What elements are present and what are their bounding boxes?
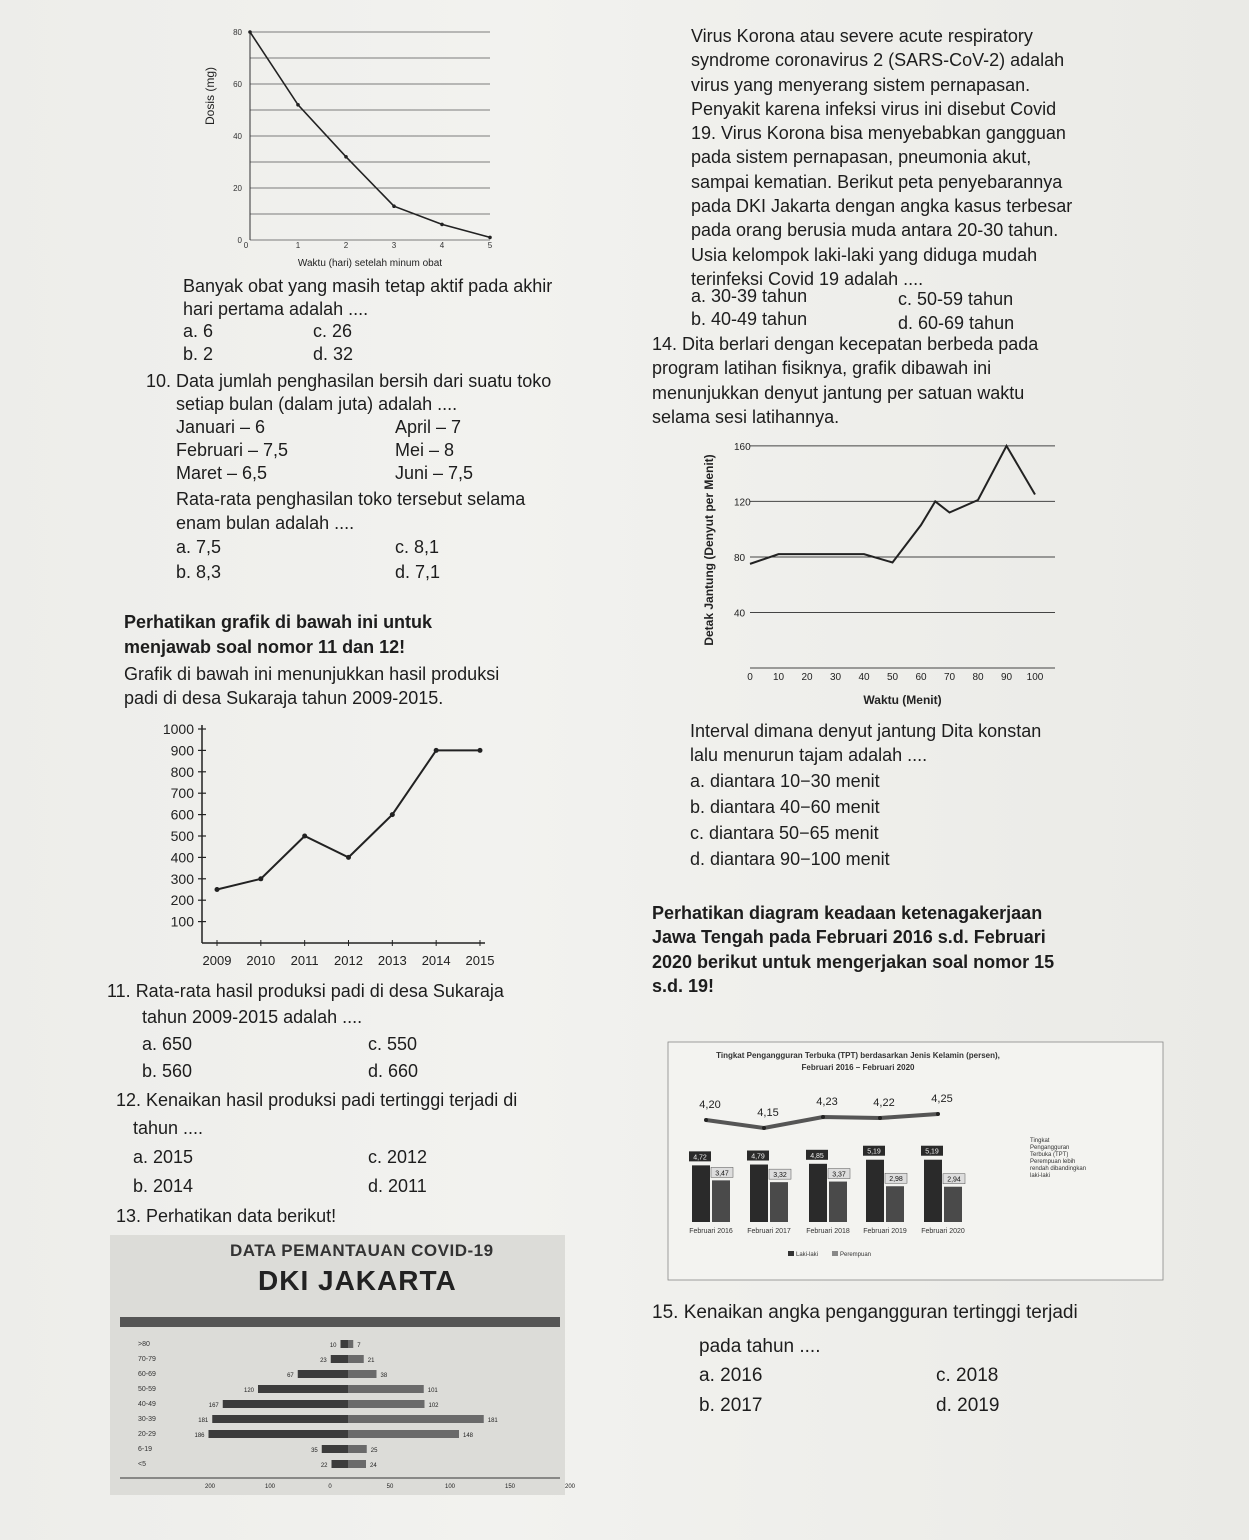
c1-xtick: 3 [391,241,397,250]
q12-text-2: tahun .... [133,1118,204,1138]
c5-axis-tick: 0 [328,1484,332,1490]
q11-text-2: tahun 2009-2015 adalah .... [142,1007,363,1027]
c3-ytick: 40 [734,608,746,620]
c4-bar-female [886,1186,904,1222]
c5-age-label: >80 [138,1341,150,1348]
q13-option-c[interactable]: c. 50-59 tahun [898,289,1014,309]
c4-tpt-label: 4,23 [816,1096,838,1108]
q14-text-line-1: 14. Dita berlari dengan kecepatan berbeda pada [652,334,1039,354]
c4-tpt-point [878,1116,882,1120]
c1-xtick: 2 [343,241,349,250]
c2-point [434,748,439,753]
c3-ytick: 80 [734,552,746,564]
c4-label-male: 5,19 [925,1148,939,1156]
c3-xtick: 70 [943,672,956,683]
c5-value-male: 35 [311,1448,318,1454]
c5-bar-male [209,1430,349,1438]
c4-legend-swatch-female [832,1251,838,1256]
heart-rate-chart [700,418,1065,710]
intro11-line-4: padi di desa Sukaraja tahun 2009-2015. [124,688,444,708]
c2-point [390,812,395,817]
c4-tpt-point [936,1112,940,1116]
c4-bar-male [692,1165,710,1222]
intro11-line-3: Grafik di bawah ini menunjukkan hasil produksi [124,664,500,684]
c2-production-line [217,750,480,889]
c5-age-label: 70-79 [138,1356,156,1363]
q14-question-line-1: Interval dimana denyut jantung Dita konstan [690,721,1042,741]
covid-paragraph-line-3: virus yang menyerang sistem pernapasan. [691,74,1031,95]
c4-category: Februari 2020 [921,1228,965,1235]
covid-paragraph-line-8: pada DKI Jakarta dengan angka kasus terbesar [691,196,1073,217]
c5-bar-female [348,1445,367,1453]
c3-heart-rate-line [750,446,1035,564]
c5-axis-tick: 150 [504,1484,516,1490]
c4-category: Februari 2019 [863,1228,907,1235]
c2-ytick: 800 [170,763,194,780]
c2-xtick: 2015 [465,953,495,968]
c5-value-male: 23 [320,1358,327,1364]
c5-value-female: 102 [428,1403,439,1409]
c2-xtick: 2013 [377,953,407,968]
c5-value-female: 25 [370,1448,378,1454]
q13-text: 13. Perhatikan data berikut! [116,1206,337,1226]
c1-point [392,204,396,208]
q11-option-a[interactable]: a. 650 [142,1034,193,1054]
c1-ytick: 80 [233,28,242,37]
c5-value-male: 10 [329,1343,337,1349]
c4-tpt-label: 4,15 [757,1107,779,1119]
c3-xtick: 100 [1026,672,1044,683]
c1-point [488,236,492,240]
q10-feb: Februari – 7,5 [176,440,289,460]
q14-question-line-2: lalu menurun tajam adalah .... [690,745,928,766]
c1-point [248,30,252,34]
rice-production-chart [140,718,500,973]
poster-city: DKI JAKARTA [258,1265,457,1296]
q14-text-line-3: menunjukkan denyut jantung per satuan waktu [652,382,1025,403]
c4-label-female: 2,98 [889,1176,903,1184]
c4-tpt-label: 4,20 [699,1099,721,1111]
c5-bar-female [348,1385,424,1393]
c2-xtick: 2009 [202,953,232,968]
q15-text-2: pada tahun .... [699,1336,821,1357]
q10-mei: Mei – 8 [395,440,455,460]
c3-xtick: 90 [1000,672,1013,683]
c4-bar-male [809,1164,827,1222]
c5-bar-male [341,1340,349,1348]
q15-intro-line-3: 2020 berikut untuk mengerjakan soal nomor 15 [652,951,1055,972]
c5-value-female: 24 [370,1463,377,1469]
q10-option-c[interactable]: c. 8,1 [395,537,440,557]
c2-xtick: 2012 [334,953,363,968]
c5-value-female: 101 [427,1388,438,1394]
covid-paragraph-line-6: pada sistem pernapasan, pneumonia akut, [691,147,1032,168]
q15-text-1: 15. Kenaikan angka pengangguran tertinggi terjadi [652,1302,1078,1323]
c2-point [346,855,351,860]
c4-legend-swatch-male [788,1251,794,1256]
c4-tpt-point [762,1126,766,1130]
covid-paragraph-line-5: 19. Virus Korona bisa menyebabkan gangguan [691,123,1066,144]
c2-ytick: 300 [170,870,194,887]
q10-question-1: Rata-rata penghasilan toko tersebut selama [176,489,526,509]
q9-text-2: hari pertama adalah .... [183,299,369,319]
c1-ytick: 40 [233,132,242,141]
c4-bar-female [944,1187,962,1222]
dose-line-chart [190,22,500,272]
c2-ytick: 500 [170,828,194,844]
c5-bar-male [223,1400,348,1408]
c5-value-female: 21 [367,1358,375,1364]
q12-option-d[interactable]: d. 2011 [368,1176,427,1196]
c5-bar-male [332,1460,349,1468]
q10-question-2: enam bulan adalah .... [176,513,355,533]
c5-bar-female [348,1415,484,1423]
c3-xtick: 30 [829,672,842,683]
c2-ytick: 600 [170,806,194,823]
c4-bar-female [829,1182,847,1222]
c5-age-label: 6-19 [138,1446,153,1453]
c5-age-label: 40-49 [138,1401,156,1408]
c5-bar-male [298,1370,348,1378]
c4-legend-male: Laki-laki [796,1252,819,1258]
q9-option-c[interactable]: c. 26 [313,321,353,341]
c4-tpt-point [704,1118,708,1122]
c3-xtick: 40 [858,672,870,683]
c5-value-female: 148 [463,1433,474,1439]
c1-xlabel: Waktu (hari) setelah minum obat [297,258,443,269]
q13-option-a[interactable]: a. 30-39 tahun [691,286,808,306]
c3-xlabel: Waktu (Menit) [863,693,942,707]
q15-option-b[interactable]: b. 2017 [699,1395,763,1416]
q12-text-1: 12. Kenaikan hasil produksi padi tertinggi terjadi di [116,1090,518,1110]
c5-bar-male [322,1445,348,1453]
c2-ytick: 900 [170,742,194,759]
c4-label-female: 3,37 [832,1171,846,1179]
q15-intro-line-1: Perhatikan diagram keadaan ketenagakerjaan [652,903,1043,923]
q15-intro-line-4: s.d. 19! [652,975,715,996]
covid-paragraph-line-11: terinfeksi Covid 19 adalah .... [691,268,924,289]
q11-text-1: 11. Rata-rata hasil produksi padi di desa Sukaraja [107,981,504,1001]
q10-text-2: setiap bulan (dalam juta) adalah .... [176,394,458,414]
q10-jun: Juni – 7,5 [395,463,474,483]
q13-option-b[interactable]: b. 40-49 tahun [691,309,808,329]
c5-bar-female [348,1430,459,1438]
c1-xtick: 5 [487,241,493,250]
intro11-line-1: Perhatikan grafik di bawah ini untuk [124,612,433,632]
c5-value-male: 181 [198,1418,209,1424]
q14-text-line-4: selama sesi latihannya. [652,406,840,427]
c1-xtick: 1 [295,241,301,250]
c4-label-male: 4,85 [810,1152,824,1160]
c4-label-male: 4,72 [693,1154,707,1162]
c5-axis-tick: 100 [444,1484,456,1490]
q14-text-line-2: program latihan fisiknya, grafik dibawah ini [652,358,992,379]
c4-legend-right: laki-laki [1030,1173,1051,1179]
c3-xtick: 60 [915,672,927,683]
c4-subtitle: Februari 2016 – Februari 2020 [801,1063,915,1072]
c5-bar-female [348,1460,366,1468]
c5-bar-male [258,1385,348,1393]
c4-category: Februari 2017 [747,1228,791,1235]
q10-apr: April – 7 [395,417,462,437]
c4-title: Tingkat Pengangguran Terbuka (TPT) berdasarkan Jenis Kelamin (persen), [716,1051,1000,1060]
c5-value-female: 181 [487,1418,498,1424]
c2-xtick: 2011 [290,953,319,968]
covid-paragraph-line-1: Virus Korona atau severe acute respiratory [691,26,1033,46]
q15-intro-line-2: Jawa Tengah pada Februari 2016 s.d. Februari [652,927,1046,948]
covid-paragraph-line-4: Penyakit karena infeksi virus ini disebut Covid [691,98,1057,119]
q11-option-d[interactable]: d. 660 [368,1061,419,1081]
c3-ytick: 120 [734,497,751,509]
c2-point [258,876,263,881]
q9-option-b[interactable]: b. 2 [183,344,214,364]
c3-xtick: 50 [886,672,899,683]
c5-bar-female [348,1355,364,1363]
c2-xtick: 2010 [246,953,276,968]
q12-option-a[interactable]: a. 2015 [133,1147,194,1167]
c5-value-female: 7 [357,1343,361,1349]
c1-point [440,223,444,227]
c1-ylabel: Dosis (mg) [203,66,217,126]
q10-option-d[interactable]: d. 7,1 [395,562,441,582]
c1-point [344,155,348,159]
q9-text-1: Banyak obat yang masih tetap aktif pada akhir [183,276,553,296]
q14-option-d[interactable]: d. diantara 90−100 menit [690,849,890,869]
c1-xtick-0: 0 [243,241,249,250]
c5-value-male: 120 [243,1388,254,1394]
q15-option-c[interactable]: c. 2018 [936,1365,999,1386]
c1-xtick: 4 [439,241,445,250]
c2-point [302,834,307,839]
c4-bar-male [750,1165,768,1222]
poster-title: DATA PEMANTAUAN COVID-19 [230,1241,494,1260]
c5-bar-female [348,1340,353,1348]
c5-bar-female [348,1400,425,1408]
c4-label-female: 2,94 [947,1176,961,1184]
c3-xtick: 80 [972,672,984,683]
c5-bar-male [331,1355,348,1363]
c4-frame [668,1042,1163,1280]
c4-legend-right: Tingkat [1030,1138,1050,1144]
q12-option-c[interactable]: c. 2012 [368,1147,428,1167]
covid-paragraph-line-10: Usia kelompok laki-laki yang diduga mudah [691,244,1038,265]
q11-option-c[interactable]: c. 550 [368,1034,418,1054]
c2-point [215,887,220,892]
c4-tpt-label: 4,22 [873,1097,895,1109]
covid-age-pyramid [110,1330,576,1490]
c2-ytick: 100 [170,913,194,930]
c5-axis-tick: 200 [204,1484,216,1490]
c5-bar-female [348,1370,377,1378]
c5-value-male: 67 [287,1373,294,1379]
c4-legend-right: rendah dibandingkan [1030,1166,1087,1172]
c4-bar-female [712,1180,730,1222]
q15-intro [652,901,1162,998]
q9-option-a[interactable]: a. 6 [183,321,214,341]
intro11-line-2: menjawab soal nomor 11 dan 12! [124,637,406,657]
c4-label-female: 3,32 [773,1172,787,1180]
q10-option-a[interactable]: a. 7,5 [176,537,222,557]
q13-option-d[interactable]: d. 60-69 tahun [898,313,1015,333]
c5-axis-tick: 200 [564,1484,576,1490]
q14-text [652,332,1118,429]
c5-axis-tick: 100 [264,1484,276,1490]
c3-xtick: 10 [772,672,785,683]
c4-label-female: 3,47 [715,1170,729,1178]
c5-age-label: 30-39 [138,1416,156,1423]
c5-age-label: <5 [138,1461,146,1468]
q10-option-b[interactable]: b. 8,3 [176,562,222,582]
covid-poster [110,1235,576,1495]
c5-age-label: 60-69 [138,1371,156,1378]
poster-header-bar [120,1317,560,1327]
c4-category: Februari 2016 [689,1228,733,1235]
q10-mar: Maret – 6,5 [176,463,268,483]
c2-ytick: 700 [170,785,194,802]
c4-legend-right: Pengangguran [1030,1145,1070,1151]
c1-dose-line [250,32,490,237]
c3-xtick: 0 [747,672,753,683]
c2-xtick: 2014 [421,953,451,968]
q14-option-a[interactable]: a. diantara 10−30 menit [690,771,880,791]
c2-ytick: 400 [170,849,194,866]
c5-bar-male [212,1415,348,1423]
c5-value-male: 22 [320,1463,328,1469]
c3-ytick: 160 [734,441,751,453]
c5-axis-tick: 50 [386,1484,394,1490]
c2-ytick: 1000 [162,721,194,737]
c3-ylabel: Detak Jantung (Denyut per Menit) [702,454,716,646]
q14-option-b[interactable]: b. diantara 40−60 menit [690,797,880,817]
q10-text-1: 10. Data jumlah penghasilan bersih dari suatu toko [146,371,552,391]
c2-ytick: 200 [170,892,194,909]
c4-legend-female: Perempuan [840,1252,872,1258]
c5-value-female: 38 [380,1373,388,1379]
c4-category: Februari 2018 [806,1228,850,1235]
covid-paragraph-line-2: syndrome coronavirus 2 (SARS-CoV-2) adalah [691,50,1065,71]
covid-paragraph-line-7: sampai kematian. Berikut peta penyebarannya [691,171,1063,192]
unemployment-chart [668,1042,1163,1280]
q9-option-d[interactable]: d. 32 [313,344,354,364]
c4-label-male: 5,19 [867,1148,881,1156]
c1-ytick: 0 [237,236,242,245]
c1-ytick: 20 [233,184,242,193]
c4-bar-female [770,1182,788,1222]
c3-xtick: 20 [801,672,813,683]
q14-option-c[interactable]: c. diantara 50−65 menit [690,823,879,843]
covid-paragraph-line-9: pada orang berusia muda antara 20-30 tahun. [691,220,1059,241]
c2-point [478,748,483,753]
c4-tpt-point [821,1115,825,1119]
c4-label-male: 4,79 [751,1153,765,1161]
q15-option-d[interactable]: d. 2019 [936,1395,1000,1416]
c5-age-label: 50-59 [138,1386,156,1393]
c4-bar-male [924,1160,942,1222]
c4-tpt-label: 4,25 [931,1093,953,1105]
c1-point [296,103,300,107]
c4-bar-male [866,1160,884,1222]
q15-option-a[interactable]: a. 2016 [699,1365,763,1386]
q12-option-b[interactable]: b. 2014 [133,1176,194,1196]
q14-question [690,719,1150,768]
covid-paragraph [691,24,1118,291]
q11-option-b[interactable]: b. 560 [142,1061,193,1081]
c1-ytick: 60 [233,80,242,89]
q10-jan: Januari – 6 [176,417,266,437]
c5-value-male: 167 [208,1403,219,1409]
c5-value-male: 186 [194,1433,205,1439]
c4-legend-right: Perempuan lebih [1030,1159,1076,1165]
c5-age-label: 20-29 [138,1431,156,1438]
c4-legend-right: Terbuka (TPT) [1030,1152,1069,1158]
